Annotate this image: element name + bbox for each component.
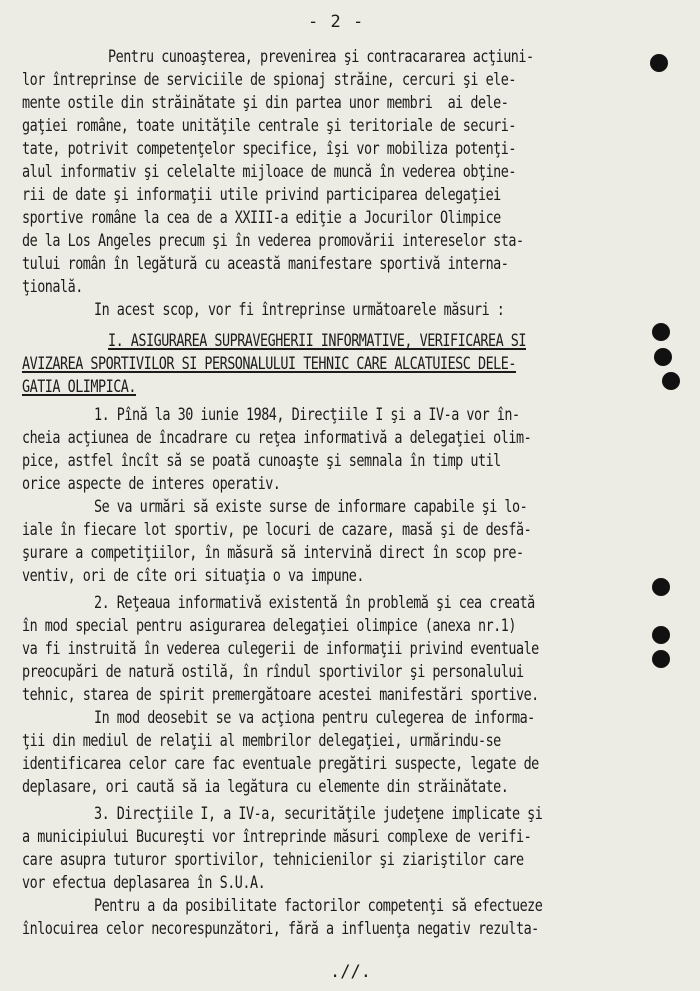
text-line: cheia acţiunea de încadrare cu reţea informativă a delegaţiei olim- (22, 428, 532, 447)
continuation-mark: .//. (330, 962, 371, 982)
text-line: deplasare, ori caută să ia legătura cu elemente din străinătate. (22, 777, 509, 796)
text-line: ţii din mediul de relaţii al membrilor delegaţiei, urmărindu-se (22, 731, 501, 750)
text-line: mente ostile din străinătate şi din partea unor membri ai dele- (22, 93, 509, 112)
text-line: orice aspecte de interes operativ. (22, 474, 281, 493)
text-line: vor efectua deplasarea în S.U.A. (22, 873, 266, 892)
text-line: a municipiului Bucureşti vor întreprinde măsuri complexe de verifi- (22, 827, 532, 846)
punch-hole-icon (652, 323, 670, 341)
text-line: identificarea celor care fac eventuale pregătiri suspecte, legate de (22, 754, 539, 773)
text-line: în mod special pentru asigurarea delegaţiei olimpice (anexa nr.1) (22, 616, 516, 635)
text-line: sportive române la cea de a XXIII-a ediţie a Jocurilor Olimpice (22, 208, 501, 227)
text-line: care asupra tuturor sportivilor, tehnicienilor şi ziariştilor care (22, 850, 524, 869)
punch-hole-icon (650, 54, 668, 72)
text-line: Pentru a da posibilitate factorilor competenţi să efectueze (94, 896, 543, 915)
punch-hole-icon (662, 372, 680, 390)
page-number: - 2 - (308, 12, 365, 32)
text-line: In acest scop, vor fi întreprinse următoarele măsuri : (94, 300, 505, 319)
punch-hole-icon (652, 650, 670, 668)
text-line: iale în fiecare lot sportiv, pe locuri de cazare, masă şi de desfă- (22, 520, 532, 539)
punch-hole-icon (654, 348, 672, 366)
section-heading: I. ASIGURAREA SUPRAVEGHERII INFORMATIVE, VERIFICAREA SI (108, 331, 526, 350)
text-line: tehnic, starea de spirit premergătoare acestei manifestări sportive. (22, 685, 539, 704)
text-line: preocupări de natură ostilă, în rîndul sportivilor şi personalului (22, 662, 524, 681)
text-line: rii de date şi informaţii utile privind participarea delegaţiei (22, 185, 501, 204)
text-line: înlocuirea celor necorespunzători, fără a influenţa negativ rezulta- (22, 919, 539, 938)
text-line: Se va urmări să existe surse de informare capabile şi lo- (94, 497, 528, 516)
text-line: tate, potrivit competenţelor specifice, îşi vor mobiliza potenţi- (22, 139, 516, 158)
text-line: In mod deosebit se va acţiona pentru culegerea de informa- (94, 708, 535, 727)
punch-hole-icon (652, 578, 670, 596)
text-line: ţională. (22, 277, 83, 296)
text-line: tului român în legătură cu această manifestare sportivă interna- (22, 254, 509, 273)
text-line: lor întreprinse de serviciile de spionaj străine, cercuri şi ele- (22, 70, 516, 89)
text-line: şurare a competiţiilor, în măsură să intervină direct în scop pre- (22, 543, 524, 562)
text-line: alul informativ şi celelalte mijloace de muncă în vederea obţine- (22, 162, 516, 181)
text-line: ventiv, ori de cîte ori situaţia o va impune. (22, 566, 364, 585)
punch-hole-icon (652, 626, 670, 644)
text-line: gaţiei române, toate unităţile centrale şi teritoriale de securi- (22, 116, 516, 135)
text-line: Pentru cunoaşterea, prevenirea şi contracararea acţiuni- (108, 47, 534, 66)
text-line: 3. Direcţiile I, a IV-a, securităţile judeţene implicate şi (94, 804, 543, 823)
text-line: de la Los Angeles precum şi în vederea promovării intereselor sta- (22, 231, 524, 250)
text-line: 2. Reţeaua informativă existentă în problemă şi cea creată (94, 593, 535, 612)
section-heading: GATIA OLIMPICA. (22, 377, 137, 396)
text-line: pice, astfel încît să se poată cunoaşte şi semnala în timp util (22, 451, 501, 470)
text-line: va fi instruită în vederea culegerii de informaţii privind eventuale (22, 639, 539, 658)
text-line: 1. Pînă la 30 iunie 1984, Direcţiile I şi a IV-a vor în- (94, 405, 520, 424)
section-heading: AVIZAREA SPORTIVILOR SI PERSONALULUI TEHNIC CARE ALCATUIESC DELE- (22, 354, 516, 373)
